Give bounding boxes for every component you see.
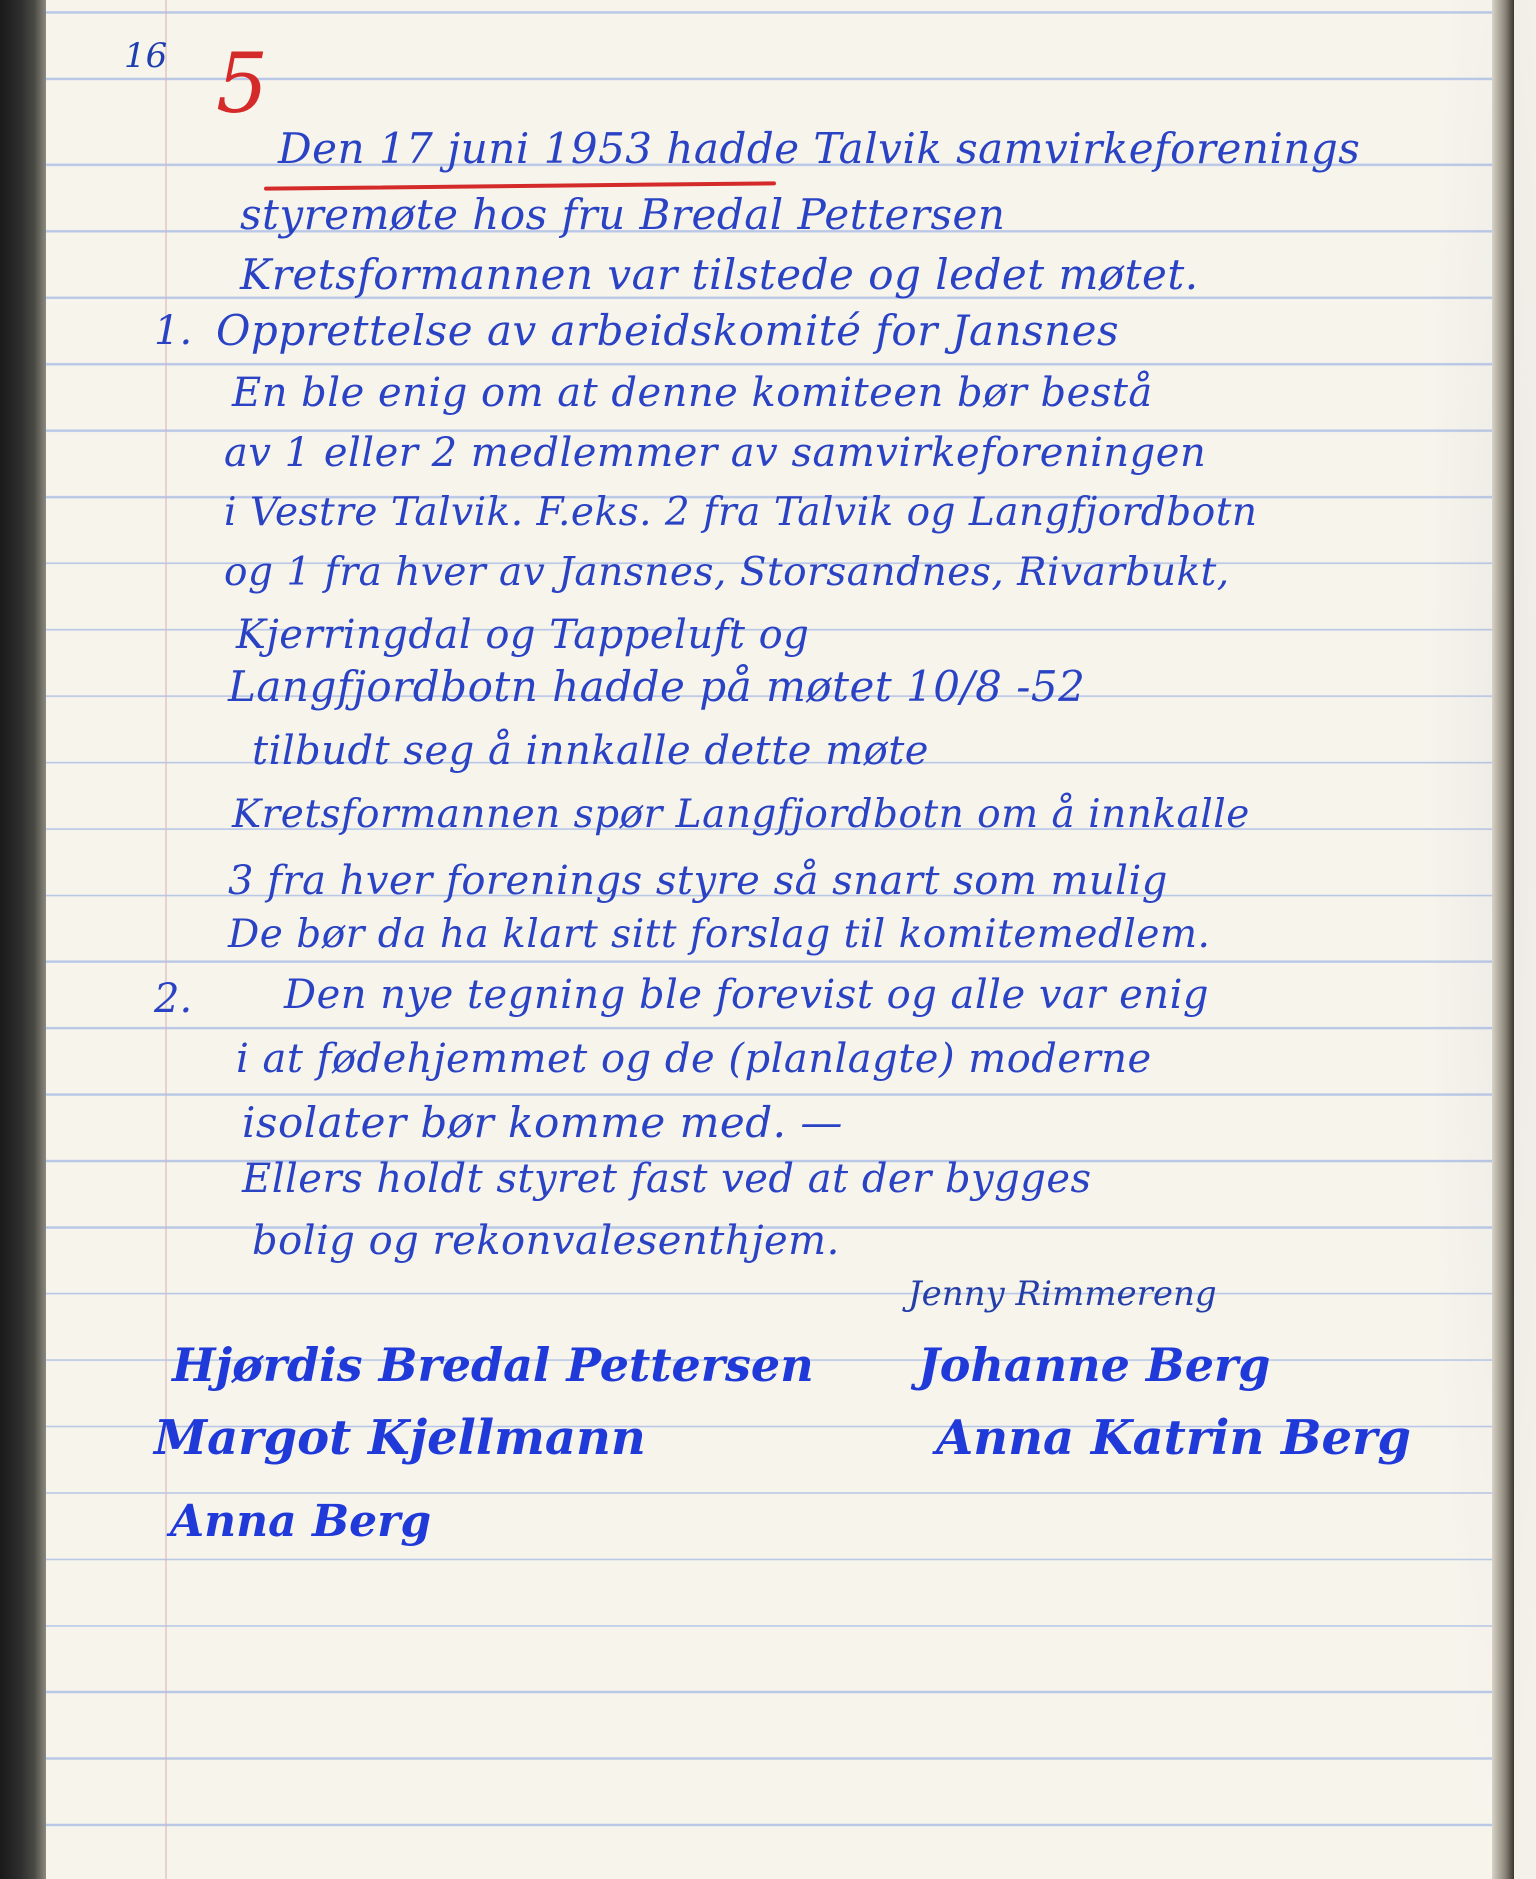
lined-paper <box>46 0 1514 1879</box>
signature-1: Jenny Rimmereng <box>908 1274 1217 1314</box>
notebook-binding <box>0 0 46 1879</box>
signature-5: Anna Katrin Berg <box>936 1410 1411 1466</box>
signature-4: Margot Kjellmann <box>154 1410 646 1466</box>
minutes-line-1: Den 17 juni 1953 hadde Talvik samvirkeforenings <box>278 124 1361 173</box>
minutes-line-15: Den nye tegning ble forevist og alle var enig <box>284 972 1209 1018</box>
signature-3: Johanne Berg <box>918 1338 1271 1392</box>
minutes-line-4: Opprettelse av arbeidskomité for Jansnes <box>216 306 1120 355</box>
minutes-line-10: Langfjordbotn hadde på møtet 10/8 -52 <box>228 662 1086 711</box>
section-number: 5 <box>216 37 269 132</box>
minutes-line-7: i Vestre Talvik. F.eks. 2 fra Talvik og Langfjordbotn <box>224 490 1258 535</box>
minutes-line-12: Kretsformannen spør Langfjordbotn om å innkalle <box>232 792 1250 837</box>
minutes-line-2: styremøte hos fru Bredal Pettersen <box>240 190 1006 239</box>
minutes-line-14: De bør da ha klart sitt forslag til komitemedlem. <box>228 912 1211 957</box>
minutes-line-11: tilbudt seg å innkalle dette møte <box>252 728 929 774</box>
signature-2: Hjørdis Bredal Pettersen <box>172 1338 814 1392</box>
minutes-line-9: Kjerringdal og Tappeluft og <box>236 612 810 658</box>
page-edge <box>1492 0 1514 1879</box>
minutes-line-6: av 1 eller 2 medlemmer av samvirkeforeningen <box>224 430 1207 476</box>
item-number-1: 1. <box>154 308 193 354</box>
page-number: 16 <box>124 36 168 76</box>
minutes-line-13: 3 fra hver forenings styre så snart som mulig <box>228 858 1168 904</box>
item-number-2: 2. <box>154 976 193 1022</box>
minutes-line-18: Ellers holdt styret fast ved at der bygges <box>242 1156 1092 1202</box>
minutes-line-19: bolig og rekonvalesenthjem. <box>252 1218 840 1264</box>
minutes-line-17: isolater bør komme med. — <box>242 1098 843 1147</box>
minutes-line-16: i at fødehjemmet og de (planlagte) moderne <box>236 1036 1152 1082</box>
minutes-line-5: En ble enig om at denne komiteen bør bestå <box>232 370 1153 416</box>
minutes-line-3: Kretsformannen var tilstede og ledet møtet. <box>240 250 1199 299</box>
margin-line <box>165 0 167 1879</box>
minutes-line-8: og 1 fra hver av Jansnes, Storsandnes, Rivarbukt, <box>224 550 1230 595</box>
ink-bleed <box>1426 0 1536 1879</box>
signature-6: Anna Berg <box>170 1496 432 1547</box>
